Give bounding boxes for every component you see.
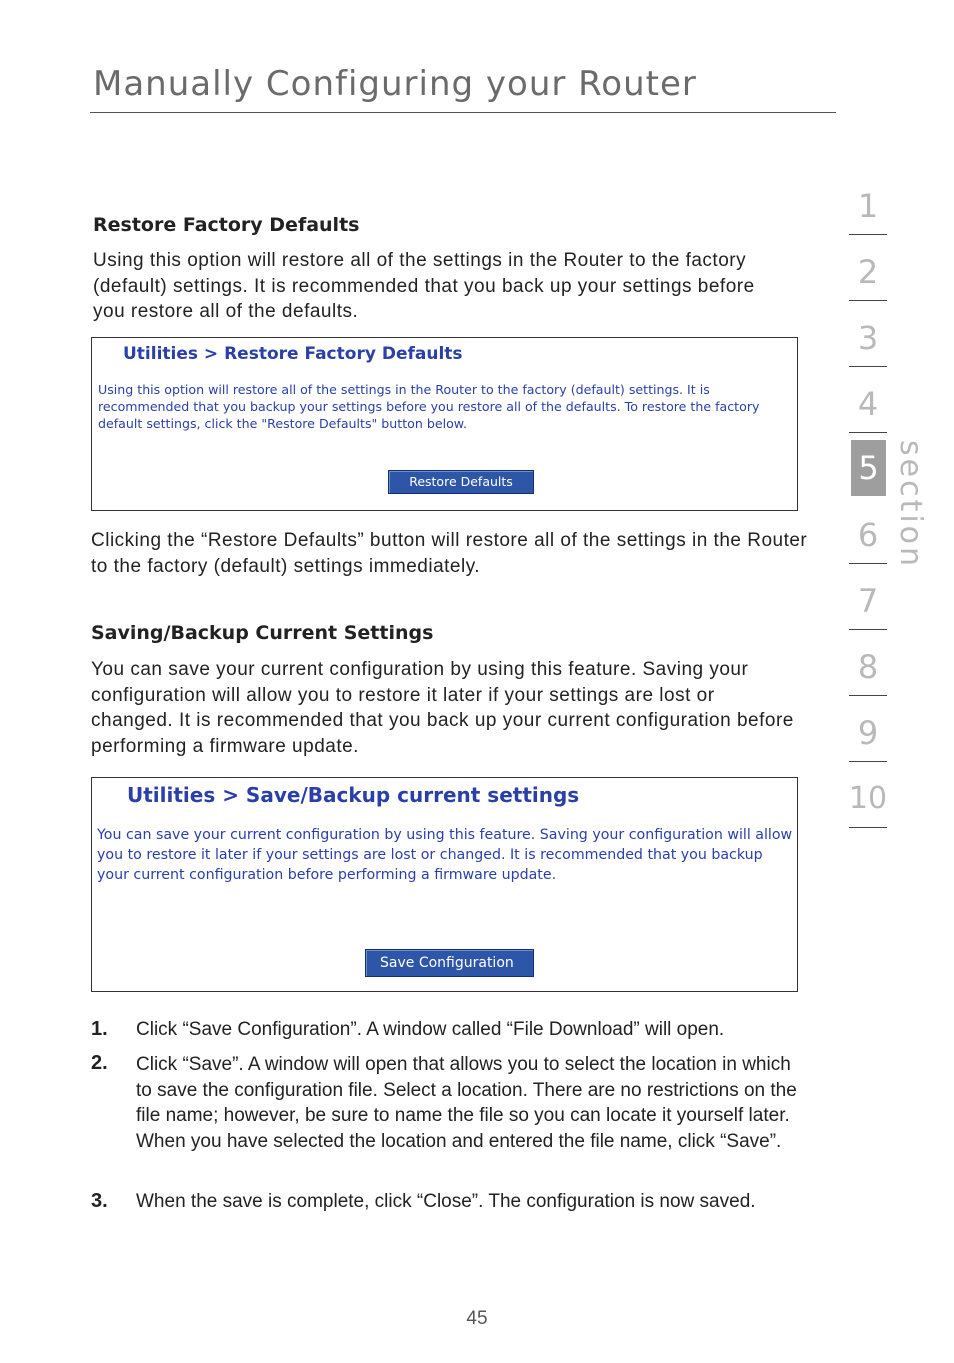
step-number: 3. bbox=[91, 1190, 108, 1212]
section-label: section bbox=[893, 440, 928, 570]
backup-heading: Saving/Backup Current Settings bbox=[91, 622, 434, 644]
section-tab-10: 10 bbox=[848, 781, 888, 816]
page-title: Manually Configuring your Router bbox=[93, 64, 697, 104]
section-tab-divider bbox=[849, 432, 887, 433]
step-number: 1. bbox=[91, 1018, 108, 1040]
section-tab-5-active: 5 bbox=[851, 440, 886, 496]
section-tab-divider bbox=[849, 366, 887, 367]
step-text: Click “Save”. A window will open that allows you to select the location in which to save the configuration file. Select a location. There are no restrictions on the file name; however, be sure to name the file so you can locate it yourself later. When you have selected the location and entered the file name, click “Save”. bbox=[136, 1054, 797, 1152]
backup-screenshot-title: Utilities > Save/Backup current settings bbox=[127, 783, 580, 807]
section-tab-2: 2 bbox=[857, 253, 879, 291]
section-tab-7: 7 bbox=[857, 582, 879, 620]
section-tab-divider bbox=[849, 300, 887, 301]
backup-screenshot bbox=[91, 777, 798, 992]
section-tab-divider bbox=[849, 695, 887, 696]
section-tab-3: 3 bbox=[857, 319, 879, 357]
section-tab-divider bbox=[849, 234, 887, 235]
step-text: Click “Save Configuration”. A window called “File Download” will open. bbox=[136, 1019, 725, 1040]
page-number: 45 bbox=[466, 1308, 488, 1329]
section-tab-divider bbox=[849, 563, 887, 564]
backup-intro: You can save your current configuration by using this feature. Saving your configuration will allow you to restore it later if your settings are lost or changed. It is recommended that you back up your current configuration before performing a firmware update. bbox=[91, 659, 794, 757]
section-tab-4: 4 bbox=[857, 385, 879, 423]
step-text: When the save is complete, click “Close”. The configuration is now saved. bbox=[136, 1191, 756, 1212]
restore-screenshot-text: Using this option will restore all of the settings in the Router to the factory (default) settings. It is recommended that you backup your settings before you restore all of the defaults. To restore the factory default settings, click the "Restore Defaults" button below. bbox=[98, 382, 760, 431]
restore-defaults-button[interactable]: Restore Defaults bbox=[388, 470, 534, 494]
save-configuration-button[interactable]: Save Configuration bbox=[365, 949, 534, 977]
section-tab-6: 6 bbox=[857, 516, 879, 554]
restore-screenshot-title: Utilities > Restore Factory Defaults bbox=[123, 344, 463, 364]
restore-after-text: Clicking the “Restore Defaults” button will restore all of the settings in the Router to the factory (default) settings immediately. bbox=[91, 530, 808, 577]
restore-heading: Restore Factory Defaults bbox=[93, 214, 360, 236]
restore-intro: Using this option will restore all of the settings in the Router to the factory (default) settings. It is recommended that you back up your settings before you restore all of the defaults. bbox=[93, 250, 755, 322]
backup-screenshot-text: You can save your current configuration by using this feature. Saving your configuration will allow you to restore it later if your settings are lost or changed. It is recommended that you backup your current configuration before performing a firmware update. bbox=[97, 827, 793, 883]
section-tab-divider bbox=[849, 827, 887, 828]
restore-screenshot bbox=[91, 337, 798, 511]
title-divider bbox=[90, 112, 836, 113]
step-number: 2. bbox=[91, 1052, 108, 1074]
section-tab-1: 1 bbox=[857, 187, 879, 225]
section-tab-9: 9 bbox=[857, 714, 879, 752]
section-tab-divider bbox=[849, 629, 887, 630]
section-tab-8: 8 bbox=[857, 648, 879, 686]
section-tab-divider bbox=[849, 761, 887, 762]
